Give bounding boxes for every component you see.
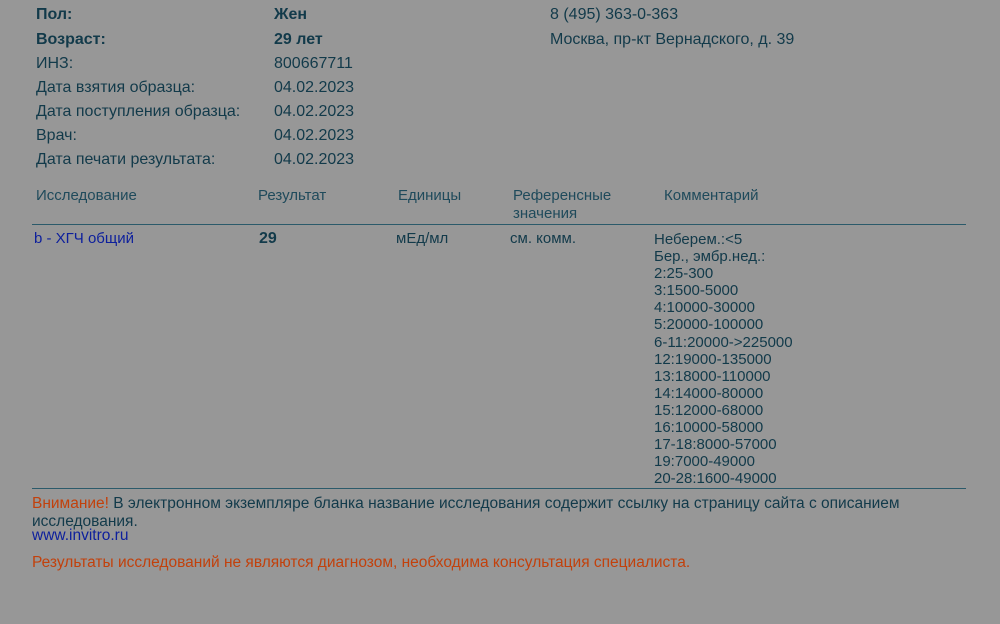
inz-label: ИНЗ: [36,55,74,72]
sample-date-label: Дата взятия образца: [36,79,196,96]
table-header-divider [32,224,966,225]
sex-label: Пол: [36,6,73,23]
comment-line: 5:20000-100000 [654,316,764,334]
lab-phone: 8 (495) 363-0-363 [550,6,679,23]
comment-line: 20-28:1600-49000 [654,470,777,488]
comment-line: 15:12000-68000 [654,401,764,419]
receipt-date-label: Дата поступления образца: [36,103,241,120]
comment-line: 3:1500-5000 [654,282,739,300]
reference-value: см. комм. [510,230,577,247]
age-value: 29 лет [274,31,323,48]
website-link[interactable]: www.invitro.ru [32,527,129,544]
doctor-value: 04.02.2023 [274,127,355,144]
comment-line: Неберем.:<5 [654,231,743,248]
disclaimer-text: Результаты исследований не являются диагнозом, необходима консультация специалиста. [32,554,691,571]
sex-value: Жен [274,6,308,23]
lab-address: Москва, пр-кт Вернадского, д. 39 [550,31,795,48]
comment-line: 12:19000-135000 [654,350,772,368]
result-value: 29 [259,230,277,247]
print-date-label: Дата печати результата: [36,151,216,168]
header-reference: Референсные [513,187,612,204]
header-result: Результат [258,187,327,204]
comment-line: 19:7000-49000 [654,453,755,471]
inz-value: 800667711 [274,55,353,72]
header-reference-line2: значения [513,205,578,222]
header-comment: Комментарий [664,187,759,204]
comment-line: 2:25-300 [654,265,714,283]
attention-word: Внимание! [32,495,109,512]
test-name-link[interactable]: b - ХГЧ общий [34,230,134,247]
comment-line: 16:10000-58000 [654,419,764,437]
attention-notice [32,495,972,531]
comment-line: 4:10000-30000 [654,299,755,317]
print-date-value: 04.02.2023 [274,151,355,168]
comment-line: 17-18:8000-57000 [654,436,777,454]
receipt-date-value: 04.02.2023 [274,103,355,120]
doctor-label: Врач: [36,127,77,144]
attention-text: В электронном экземпляре бланка название исследования содержит ссылку на страницу сайта с описанием исследования. [32,495,900,530]
comment-line: 13:18000-110000 [654,367,771,385]
sample-date-value: 04.02.2023 [274,79,355,96]
comment-line: 6-11:20000->225000 [654,333,793,351]
comment-line: 14:14000-80000 [654,384,764,402]
units-value: мЕд/мл [396,230,449,247]
comment-list [654,231,793,487]
age-label: Возраст: [36,31,106,48]
header-test: Исследование [36,187,137,204]
header-units: Единицы [398,187,462,204]
comment-line: Бер., эмбр.нед.: [654,248,766,266]
table-bottom-divider [32,488,966,489]
